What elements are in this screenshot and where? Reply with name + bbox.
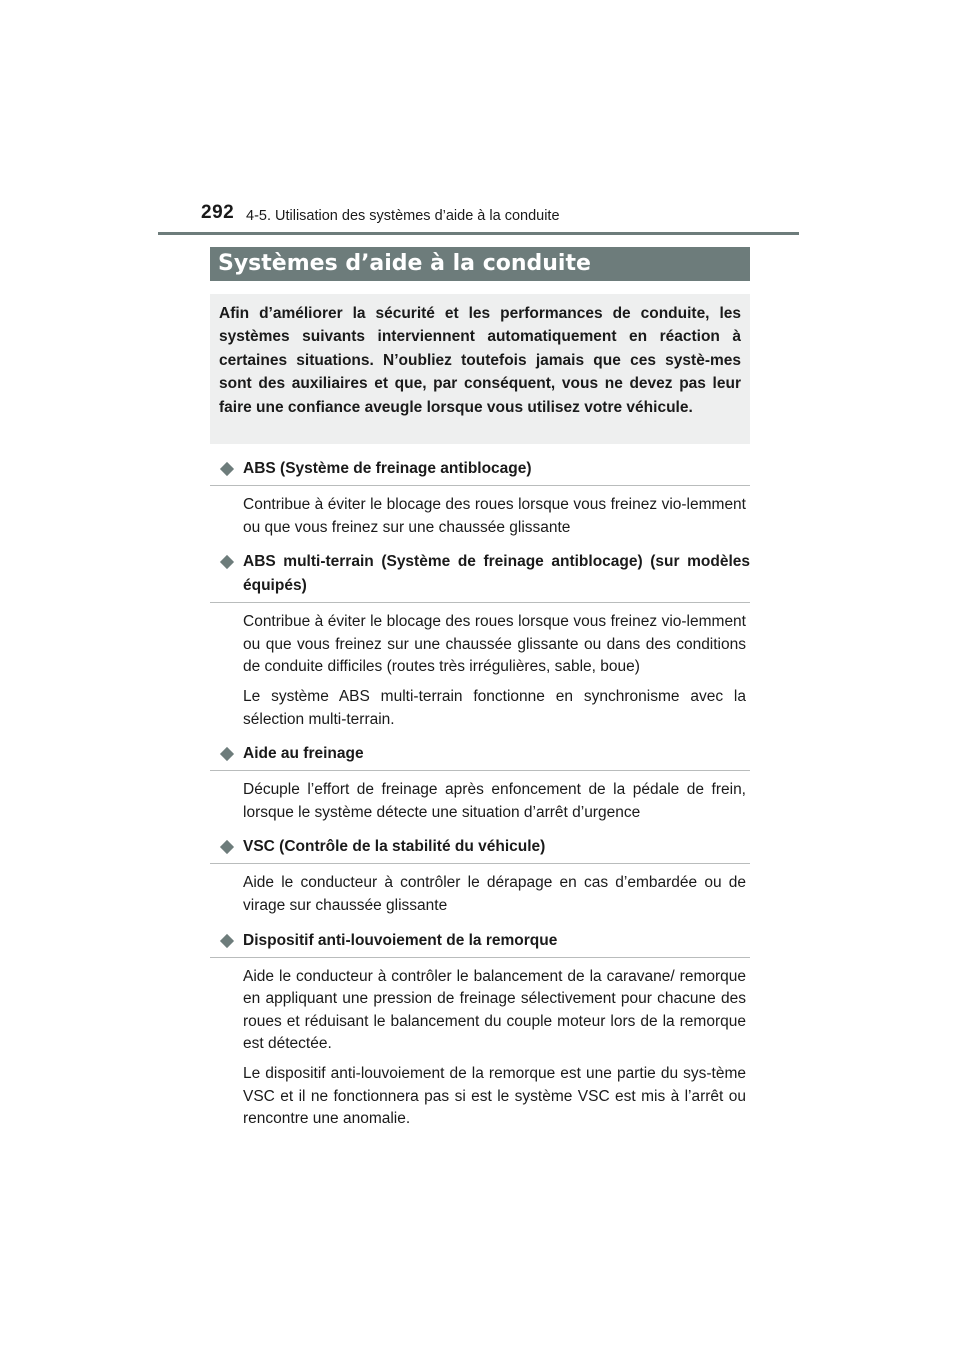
diamond-bullet-icon xyxy=(220,840,234,854)
item-body xyxy=(210,494,750,539)
diamond-bullet-icon xyxy=(220,747,234,761)
item-heading xyxy=(210,457,750,486)
item-heading-text: VSC (Contrôle de la stabilité du véhicule) xyxy=(243,838,546,856)
item-paragraph: Contribue à éviter le blocage des roues lorsque vous freinez vio-lemment ou que vous freinez sur une chaussée glissante ou dans des conditions de conduite difficiles (routes très irrégulières, sable, boue) xyxy=(243,613,746,676)
item-body xyxy=(210,966,750,1131)
item-heading xyxy=(210,835,750,864)
item-paragraph: Aide le conducteur à contrôler le balancement de la caravane/ remorque en appliquant une pression de freinage sélectivement pour chacune des roues et réduisant le balancement du couple moteur lors de la remorque est détectée. xyxy=(243,967,746,1053)
item-heading xyxy=(210,550,750,603)
page-number: 292 xyxy=(201,202,235,223)
item-brake-assist xyxy=(210,742,750,824)
item-body xyxy=(210,872,750,917)
section-title: Systèmes d’aide à la conduite xyxy=(210,247,750,281)
item-paragraph: Le dispositif anti-louvoiement de la remorque est une partie du sys-tème VSC et il ne fonctionnera pas si est le système VSC est mis à l’arrêt ou rencontre une anomalie. xyxy=(243,1064,746,1128)
diamond-bullet-icon xyxy=(220,555,234,569)
item-heading-text: Aide au freinage xyxy=(243,745,364,763)
item-abs xyxy=(210,457,750,539)
item-body xyxy=(210,611,750,731)
item-heading-text: ABS multi-terrain (Système de freinage antiblocage) (sur modèles équipés) xyxy=(243,553,750,595)
item-body xyxy=(210,779,750,824)
item-paragraph: Contribue à éviter le blocage des roues lorsque vous freinez vio-lemment ou que vous freinez sur une chaussée glissante xyxy=(243,496,746,536)
item-vsc xyxy=(210,835,750,917)
diamond-bullet-icon xyxy=(220,462,234,476)
item-trailer-sway xyxy=(210,929,750,1131)
item-paragraph: Aide le conducteur à contrôler le dérapage en cas d’embardée ou de virage sur chaussée glissante xyxy=(243,874,746,914)
item-paragraph: Le système ABS multi-terrain fonctionne en synchronisme avec la sélection multi-terrain. xyxy=(243,687,746,728)
item-heading-text: ABS (Système de freinage antiblocage) xyxy=(243,460,532,477)
item-heading-text: Dispositif anti-louvoiement de la remorque xyxy=(243,931,558,949)
item-heading xyxy=(210,742,750,771)
item-heading xyxy=(210,929,750,958)
item-paragraph: Décuple l’effort de freinage après enfoncement de la pédale de frein, lorsque le système détecte une situation d’arrêt d’urgence xyxy=(243,781,746,821)
intro-box: Afin d’améliorer la sécurité et les performances de conduite, les systèmes suivants interviennent automatiquement en réaction à certaines situations. N’oubliez toutefois jamais que ces systè-mes sont des auxiliaires et que, par conséquent, vous ne devez pas leur faire une confiance aveugle lorsque vous utilisez votre véhicule. xyxy=(210,294,750,444)
running-head: 4-5. Utilisation des systèmes d’aide à la conduite xyxy=(246,208,560,224)
header-rule xyxy=(158,232,799,235)
content xyxy=(210,457,750,1131)
item-abs-multi-terrain xyxy=(210,550,750,731)
diamond-bullet-icon xyxy=(220,933,234,947)
